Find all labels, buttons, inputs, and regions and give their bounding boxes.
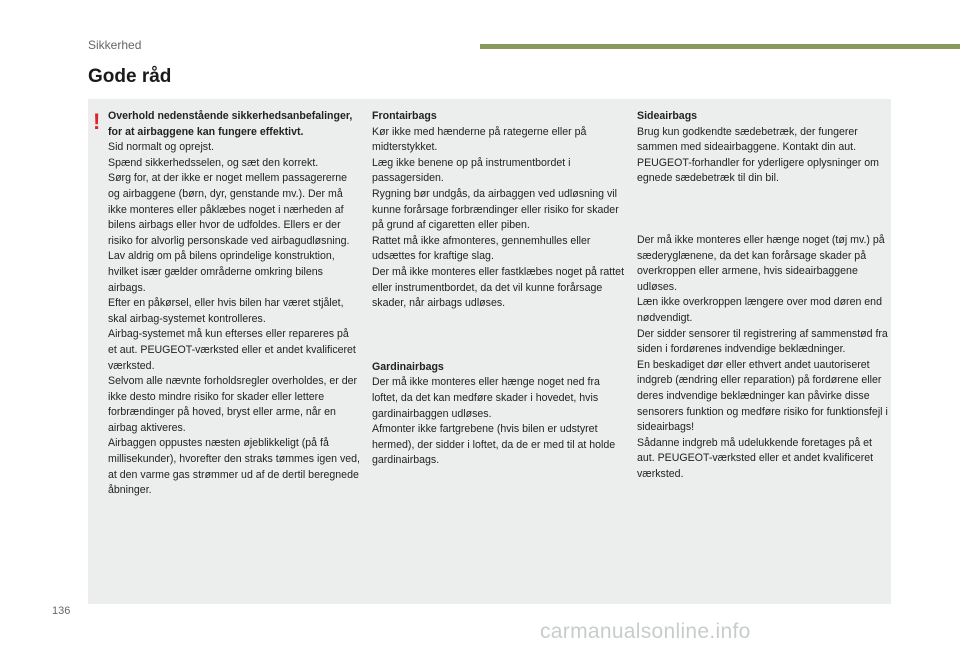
column-general-advice [108, 109, 360, 499]
sideairbags-body: Brug kun godkendte sædebetræk, der fungerer sammen med sideairbaggene. Kontakt din aut. PEUGEOT-forhandler for yderligere oplysninger om egnede sædebetræk til din bil. [637, 125, 879, 185]
gardinairbags-heading: Gardinairbags [372, 360, 444, 373]
exclamation-warning-icon: ! [93, 109, 101, 134]
page-title: Gode råd [88, 66, 172, 87]
sideairbags-heading: Sideairbags [637, 110, 698, 122]
general-advice-body: Sid normalt og oprejst. Spænd sikkerhedsselen, og sæt den korrekt. Sørg for, at der ikke er noget mellem passagererne og airbaggene (børn, dyr, genstande mv.). Der må ikke monteres eller påklæbes noget i nærheden af bilens airbags eller hvor de udfoldes. Ellers er der risiko for alvorlig personskade ved airbagudløsning. Lav aldrig om på bilens oprindelige konstruktion, hvilket især gælder områderne omkring bilens airbags. Efter en påkørsel, eller hvis bilen har været stjålet, skal airbag-systemet kontrolleres. Airbag-systemet må kun efterses eller repareres på et aut. PEUGEOT-værksted eller et andet kvalificeret værksted. Selvom alle nævnte forholdsregler overholdes, er der ikke desto mindre risiko for skader eller lettere forbrændinger på hoved, bryst eller arme, når en airbag aktiveres. Airbaggen oppustes næsten øjeblikkeligt (på få millisekunder), hvorefter den straks tømmes igen ved, at den varme gas strømmer ud af de dertil beregnede åbninger. [108, 141, 360, 497]
column-front-curtain-airbags [372, 109, 624, 469]
content-panel [88, 99, 891, 604]
gardinairbags-body: Der må ikke monteres eller hænge noget ned fra loftet, da det kan medføre skader i hovedet, hvis gardinairbaggen udløses. Afmonter ikke fartgrebene (hvis bilen er udstyret hermed), der sidder i loftet, da de er med til at holde gardinairbags. [372, 376, 616, 467]
page-number: 136 [52, 605, 71, 617]
watermark: carmanualsonline.info [540, 620, 751, 643]
frontairbags-heading: Frontairbags [372, 110, 437, 122]
sideairbags-warnings-body: Der må ikke monteres eller hænge noget (tøj mv.) på sæderyglænene, da det kan forårsage skader på overkroppen eller armene, hvis sideairbaggene udløses. Læn ikke overkroppen længere over mod døren end nødvendigt. Der sidder sensorer til registrering af sammenstød fra siden i fordørenes indvendige beklædninger. En beskadiget dør eller ethvert andet uautoriseret indgreb (ændring eller reparation) på fordørene eller deres indvendige beklædninger kan påvirke disse sensorers funktion og medføre risiko for funktionsfejl i sideairbags! Sådanne indgreb må udelukkende foretages på et aut. PEUGEOT-værksted eller et andet kvalificeret værksted. [637, 233, 888, 480]
header-accent-bar [480, 44, 960, 49]
general-advice-heading: Overhold nedenstående sikkerhedsanbefalinger, for at airbaggene kan fungere effektivt. [108, 110, 353, 138]
frontairbags-body: Kør ikke med hænderne på rategerne eller på midterstykket. Læg ikke benene op på instrumentbordet i passagersiden. Rygning bør undgås, da airbaggen ved udløsning vil kunne forårsage forbrændinger eller risiko for skader på grund af cigaretten eller piben. Rattet må ikke afmonteres, gennemhulles eller udsættes for kraftige slag. Der må ikke monteres eller fastklæbes noget på rattet eller instrumentbordet, da det vil kunne forårsage skader, når airbags udløses. [372, 125, 625, 310]
section-label: Sikkerhed [88, 38, 142, 52]
column-side-airbags [637, 109, 889, 482]
